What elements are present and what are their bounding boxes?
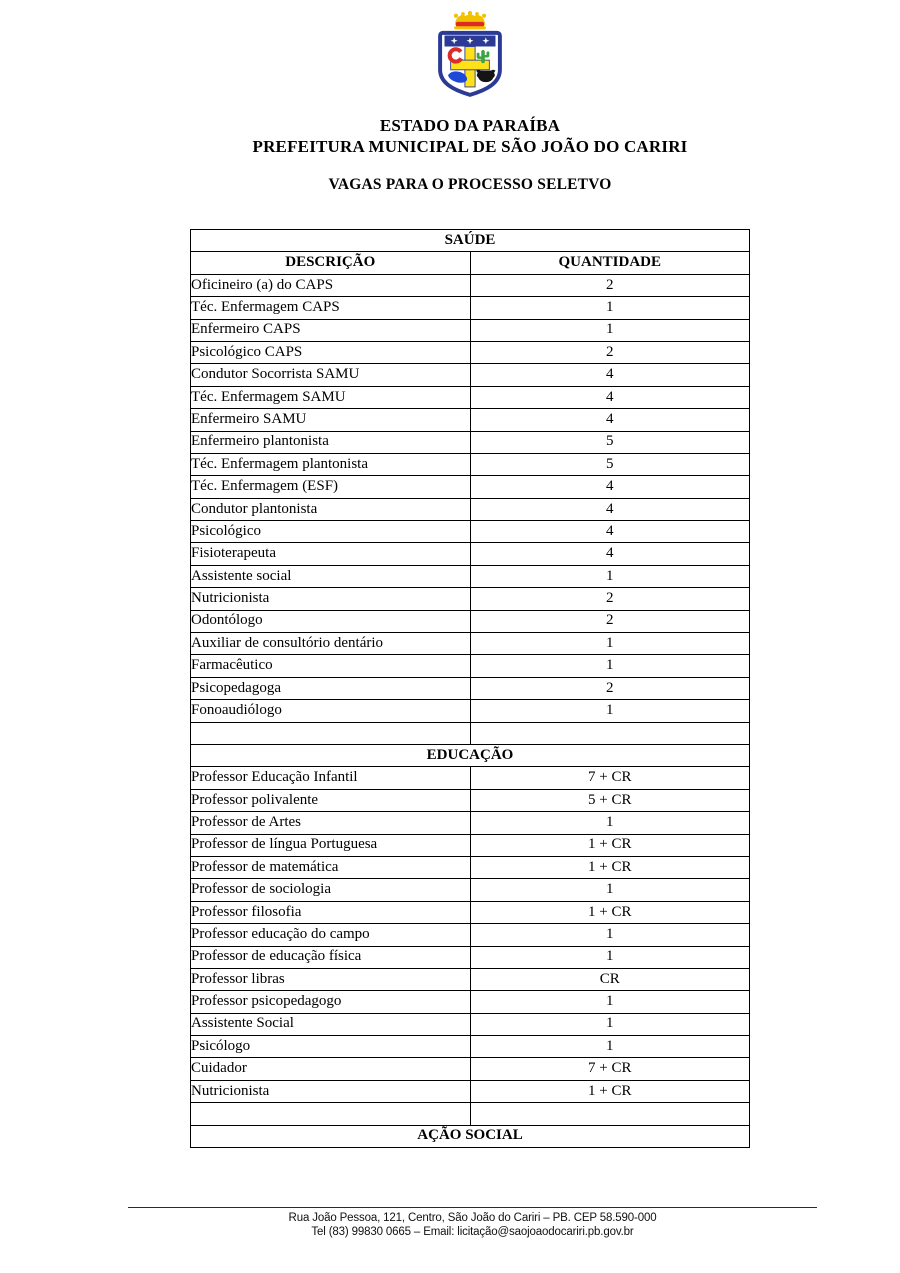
vacancy-quantity: 2 [470,274,750,296]
vacancy-description: Professor Educação Infantil [191,767,471,789]
vacancy-description: Professor polivalente [191,789,471,811]
table-row [191,812,750,834]
empty-cell [191,722,471,744]
vacancy-description: Professor de matemática [191,856,471,878]
municipal-coat-of-arms [424,10,516,112]
vacancy-description: Enfermeiro SAMU [191,409,471,431]
footer-contact: Tel (83) 99830 0665 – Email: licitação@saojoaodocariri.pb.gov.br [311,1226,634,1238]
vacancy-quantity: 1 [470,655,750,677]
table-row [191,991,750,1013]
table-row [191,543,750,565]
section-header-row-educacao [191,744,750,766]
table-row [191,386,750,408]
crown-icon [454,11,486,29]
vacancies-table-body [191,230,750,1148]
vacancy-description: Psicológico [191,521,471,543]
vacancy-quantity: 5 [470,453,750,475]
vacancy-quantity: 7 + CR [470,767,750,789]
vacancy-quantity: 1 + CR [470,901,750,923]
empty-spacer-row [191,1103,750,1125]
vacancy-description: Professor de língua Portuguesa [191,834,471,856]
vacancy-quantity: 4 [470,386,750,408]
org-name-line2: PREFEITURA MUNICIPAL DE SÃO JOÃO DO CARIRI [252,137,688,156]
table-row [191,431,750,453]
vacancy-description: Nutricionista [191,1080,471,1102]
vacancy-quantity: 1 + CR [470,1080,750,1102]
vacancy-description: Assistente Social [191,1013,471,1035]
vacancy-description: Professor educação do campo [191,924,471,946]
table-row [191,521,750,543]
section-title-acao-social: AÇÃO SOCIAL [191,1125,750,1147]
empty-spacer-row [191,722,750,744]
empty-cell [470,722,750,744]
table-row [191,655,750,677]
table-row [191,633,750,655]
document-title: VAGAS PARA O PROCESSO SELETVO [328,176,612,193]
table-row [191,1013,750,1035]
vacancy-quantity: 2 [470,610,750,632]
vacancy-description: Fisioterapeuta [191,543,471,565]
table-row [191,453,750,475]
section-title-educacao: EDUCAÇÃO [191,744,750,766]
vacancy-quantity: 1 [470,1013,750,1035]
vacancy-description: Auxiliar de consultório dentário [191,633,471,655]
table-row [191,700,750,722]
vacancy-quantity: 4 [470,409,750,431]
table-row [191,677,750,699]
vacancy-description: Enfermeiro CAPS [191,319,471,341]
footer-address: Rua João Pessoa, 121, Centro, São João do Cariri – PB. CEP 58.590-000 [288,1212,657,1224]
vacancy-quantity: 5 + CR [470,789,750,811]
vacancy-quantity: 1 [470,946,750,968]
vacancy-quantity: 1 [470,991,750,1013]
section-header-row-saude [191,230,750,252]
vacancy-quantity: 1 [470,319,750,341]
vacancy-quantity: 1 [470,879,750,901]
vacancy-description: Téc. Enfermagem SAMU [191,386,471,408]
vacancy-quantity: 4 [470,521,750,543]
table-row [191,1058,750,1080]
vacancy-description: Professor de educação física [191,946,471,968]
vacancy-description: Professor libras [191,968,471,990]
column-header-quantidade: QUANTIDADE [470,252,750,274]
vacancy-description: Cuidador [191,1058,471,1080]
vacancy-description: Professor filosofia [191,901,471,923]
vacancy-quantity: 4 [470,476,750,498]
vacancy-quantity: 1 [470,633,750,655]
table-row [191,274,750,296]
table-row [191,834,750,856]
table-row [191,409,750,431]
org-name-line1: ESTADO DA PARAÍBA [379,116,561,135]
table-row [191,319,750,341]
vacancy-description: Professor de Artes [191,812,471,834]
table-row [191,565,750,587]
vacancy-description: Psicológico CAPS [191,341,471,363]
vacancy-description: Condutor Socorrista SAMU [191,364,471,386]
shield-icon [440,33,500,95]
table-row [191,879,750,901]
table-row [191,588,750,610]
table-row [191,767,750,789]
vacancy-description: Professor psicopedagogo [191,991,471,1013]
column-header-descricao: DESCRIÇÃO [191,252,471,274]
vacancy-quantity: 1 + CR [470,856,750,878]
vacancy-quantity: 4 [470,498,750,520]
table-row [191,901,750,923]
vacancy-description: Assistente social [191,565,471,587]
table-row [191,1036,750,1058]
empty-cell [470,1103,750,1125]
vacancy-quantity: 5 [470,431,750,453]
document-header [40,10,900,193]
table-row [191,476,750,498]
vacancy-description: Psicólogo [191,1036,471,1058]
table-row [191,856,750,878]
section-title-saude: SAÚDE [191,230,750,252]
vacancy-quantity: 1 + CR [470,834,750,856]
table-row [191,946,750,968]
table-row [191,498,750,520]
column-header-row [191,252,750,274]
vacancy-quantity: 1 [470,812,750,834]
vacancy-quantity: 1 [470,924,750,946]
table-row [191,610,750,632]
vacancy-description: Téc. Enfermagem CAPS [191,297,471,319]
table-row [191,968,750,990]
vacancy-quantity: 1 [470,565,750,587]
vacancy-quantity: 2 [470,588,750,610]
section-header-row-acao-social [191,1125,750,1147]
vacancy-quantity: 1 [470,700,750,722]
vacancy-description: Nutricionista [191,588,471,610]
vacancy-description: Téc. Enfermagem (ESF) [191,476,471,498]
vacancy-description: Fonoaudiólogo [191,700,471,722]
vacancy-quantity: 2 [470,677,750,699]
table-row [191,364,750,386]
vacancy-quantity: 7 + CR [470,1058,750,1080]
table-row [191,341,750,363]
table-row [191,297,750,319]
vacancy-description: Farmacêutico [191,655,471,677]
vacancy-description: Professor de sociologia [191,879,471,901]
table-row [191,789,750,811]
vacancy-description: Téc. Enfermagem plantonista [191,453,471,475]
vacancy-quantity: 4 [470,543,750,565]
vacancy-quantity: 1 [470,297,750,319]
vacancy-description: Condutor plantonista [191,498,471,520]
vacancy-description: Enfermeiro plantonista [191,431,471,453]
vacancy-description: Psicopedagoga [191,677,471,699]
table-row [191,1080,750,1102]
vacancy-quantity: 4 [470,364,750,386]
empty-cell [191,1103,471,1125]
vacancy-description: Oficineiro (a) do CAPS [191,274,471,296]
vacancy-quantity: 1 [470,1036,750,1058]
vacancy-description: Odontólogo [191,610,471,632]
page-footer [128,1207,817,1239]
table-row [191,924,750,946]
vacancy-quantity: CR [470,968,750,990]
vacancy-quantity: 2 [470,341,750,363]
vacancies-table [190,229,750,1148]
